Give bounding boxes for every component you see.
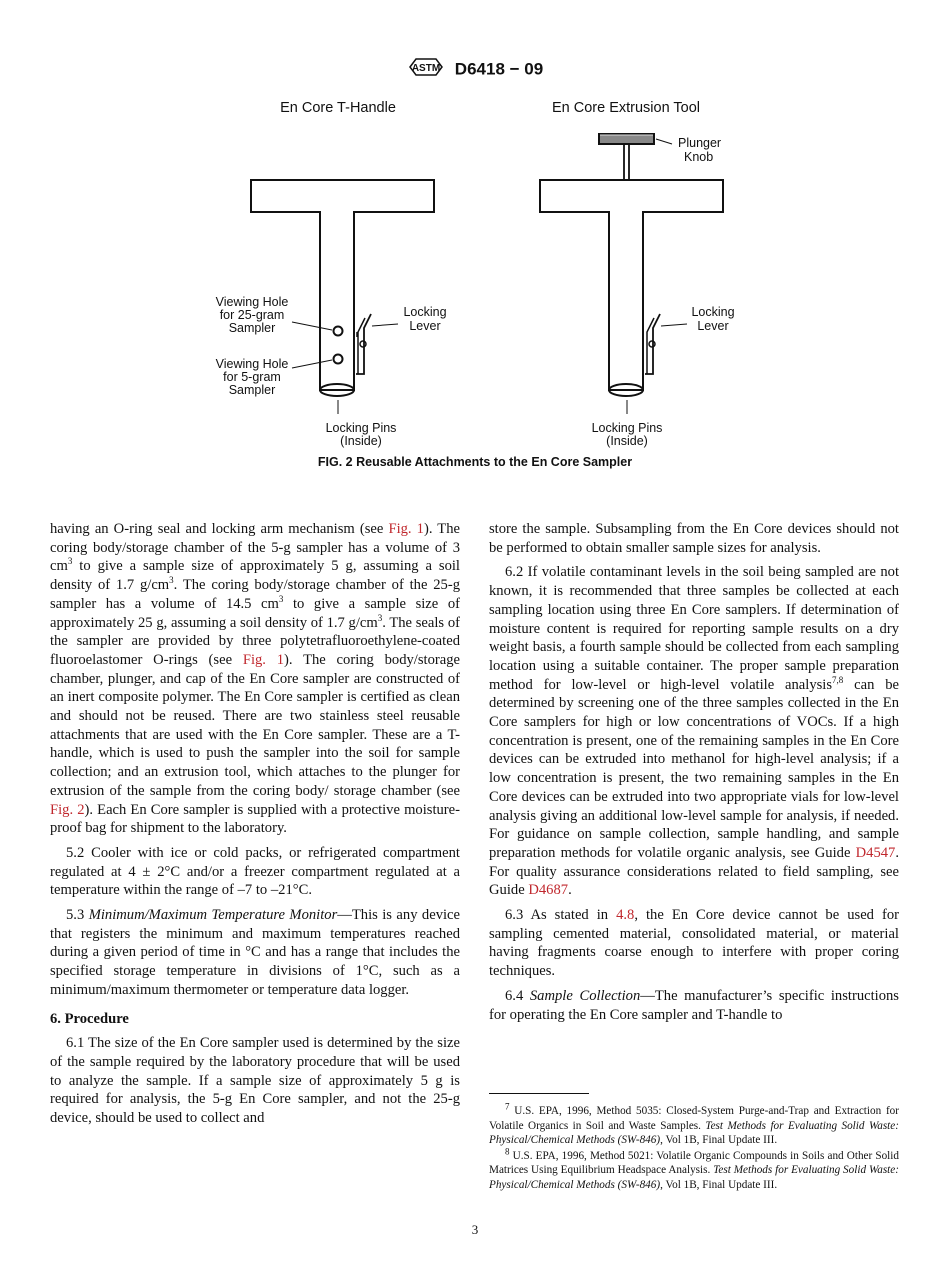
para-5-3: 5.3 Minimum/Maximum Temperature Monitor—This is any device that registers the minimum and maximum temperatures reached during a given period of time in °C and has a range that includes the specified storage temperature in divisions of 1°C, such as a minimum/maximum thermometer or temperature data logger.	[50, 907, 461, 998]
left-column	[50, 520, 460, 1134]
svg-text:ASTM: ASTM	[411, 63, 440, 74]
section-heading: 6. Procedure	[50, 1010, 129, 1027]
para-5-2: 5.2 Cooler with ice or cold packs, or refrigerated compartment regulated at 4 ± 2°C and/or a freezer compartment regulated at a temperature within the range of –7 to –21°C.	[50, 844, 460, 899]
fig-left-title: En Core T-Handle	[280, 100, 396, 116]
footnotes	[489, 1101, 899, 1193]
label-vh5-1: Viewing Hole	[215, 357, 289, 371]
label-locking-right: Locking	[691, 305, 735, 319]
label-plunger: Plunger	[678, 136, 722, 150]
footnote-7: $^7$ U.S. EPA, 1996, Method 5035: Closed-System Purge-and-Trap and Extraction for Volatile Organics in Soil and Waste Samples. Test Methods for Evaluating Solid Waste: Physical/Chemical Methods (SW-846), Vol 1B, Final Update III.	[489, 1101, 899, 1146]
label-vh5-3: Sampler	[228, 383, 276, 397]
page-header	[0, 56, 950, 83]
footnote-8: $^8$ U.S. EPA, 1996, Method 5021: Volatile Organic Compounds in Soils and Other Solid Matrices Using Equilibrium Headspace Analysis. Test Methods for Evaluating Solid Waste: Physical/Chemical Methods (SW-846), Vol 1B, Final Update III.	[489, 1145, 899, 1191]
label-lever-right: Lever	[697, 319, 729, 333]
label-inside-left: (Inside)	[340, 434, 382, 448]
d4687-link[interactable]: D4687	[528, 882, 569, 899]
footnote-rule	[489, 1093, 589, 1094]
figure-2	[150, 92, 800, 482]
figure-caption: FIG. 2 Reusable Attachments to the En Core Sampler	[317, 455, 633, 469]
para-5-1-cont: having an O-ring seal and locking arm mechanism (see Fig. 1). The coring body/storage chamber of the 5-g sampler has a volume of 3 $cm^3$ to give a sample size of approximately 5 g, assuming a soil density of 1.7 $g/cm^3$. The coring body/storage chamber of the 25-g sampler has a volume of 14.5 $cm^3$ to give a sample size of approximately 25 g, assuming a soil density of 1.7 $g/cm^3$. The seals of the sampler are provided by three polytetrafluoroethylene-coated fluoroelastomer O-rings (see Fig. 1). The coring body/storage chamber, plunger, and cap of the En Core sampler are constructed of an inert composite polymer. The En Core sampler is certified as clean and should not be reused. There are two stainless steel reusable attachments that are used with the En Core sampler. These are a T-handle, which is used to push the sampler into the soil for sample collection; and an extrusion tool, which attaches to the plunger for extrusion of the sample from the coring body/ storage chamber (see Fig. 2). Each En Core sampler is supplied with a protective moisture-proof bag for shipment to the laboratory.	[50, 521, 461, 837]
para-6-2: 6.2 If volatile contaminant levels in the soil being sampled are not known, it is recommended that three samples be collected at each sampling location using three En Core samplers. If determination of moisture content is required for reporting sample results on a dry weight basis, a fourth sample should be collected from each sampling location using a suitable container. The proper sample preparation method for low-level or high-level volatile analysis$^{7,8}$ can be determined by screening one of the three samples collected in the En Core samplers for high or low concentrations of VOCs. If a high concentration is present, one of the remaining samples in the En Core devices can be extruded into methanol for high-level analysis; if a low concentration is present, the two remaining samples in the En Core devices can be extruded into two appropriate vials for low-level analysis giving an additional low-level sample for analysis, if needed. For guidance on sample collection, sample handling, and sample preparation methods for volatile organic analysis, see Guide D4547. For quality assurance considerations related to field sampling, see Guide D4687.	[489, 564, 899, 899]
section-4-8-link[interactable]: 4.8	[616, 907, 635, 924]
label-vh5-2: for 5-gram	[223, 370, 281, 384]
fig1-link[interactable]: Fig. 1	[242, 651, 285, 668]
para-6-1-cont: store the sample. Subsampling from the En Core devices should not be performed to obtain smaller sample sizes for analysis.	[489, 521, 899, 556]
label-locking-left: Locking	[403, 305, 447, 319]
label-pins-left: Locking Pins	[325, 421, 397, 435]
para-6-3: 6.3 As stated in 4.8, the En Core device cannot be used for sampling cemented material, consolidated material, or material having fragments coarse enough to interfere with proper coring techniques.	[489, 907, 899, 980]
label-pins-right: Locking Pins	[591, 421, 663, 435]
extrusion-tool-drawing	[540, 134, 723, 396]
fig1-link[interactable]: Fig. 1	[388, 521, 424, 537]
fig-right-title: En Core Extrusion Tool	[551, 100, 701, 116]
label-vh25-1: Viewing Hole	[215, 295, 289, 309]
fig2-link[interactable]: Fig. 2	[50, 801, 85, 818]
designation: D6418 − 09	[454, 59, 544, 79]
label-vh25-3: Sampler	[228, 321, 276, 335]
d4547-link[interactable]: D4547	[855, 844, 896, 861]
right-column	[489, 520, 899, 1030]
para-6-4: 6.4 Sample Collection—The manufacturer’s specific instructions for operating the En Core sampler and T-handle to	[489, 987, 899, 1023]
label-knob: Knob	[684, 150, 714, 164]
astm-logo-icon	[407, 56, 445, 83]
label-lever-left: Lever	[409, 319, 441, 333]
label-vh25-2: for 25-gram	[219, 308, 285, 322]
page-number: 3	[471, 1222, 479, 1237]
label-inside-right: (Inside)	[606, 434, 648, 448]
para-6-1: 6.1 The size of the En Core sampler used is determined by the size of the sample required by the laboratory procedure that will be used to analyze the sample. If a sample size of approximately 5 g is required for analysis, the 5-g En Core sampler, and not the 25-g device, should be used to collect and	[50, 1035, 460, 1127]
